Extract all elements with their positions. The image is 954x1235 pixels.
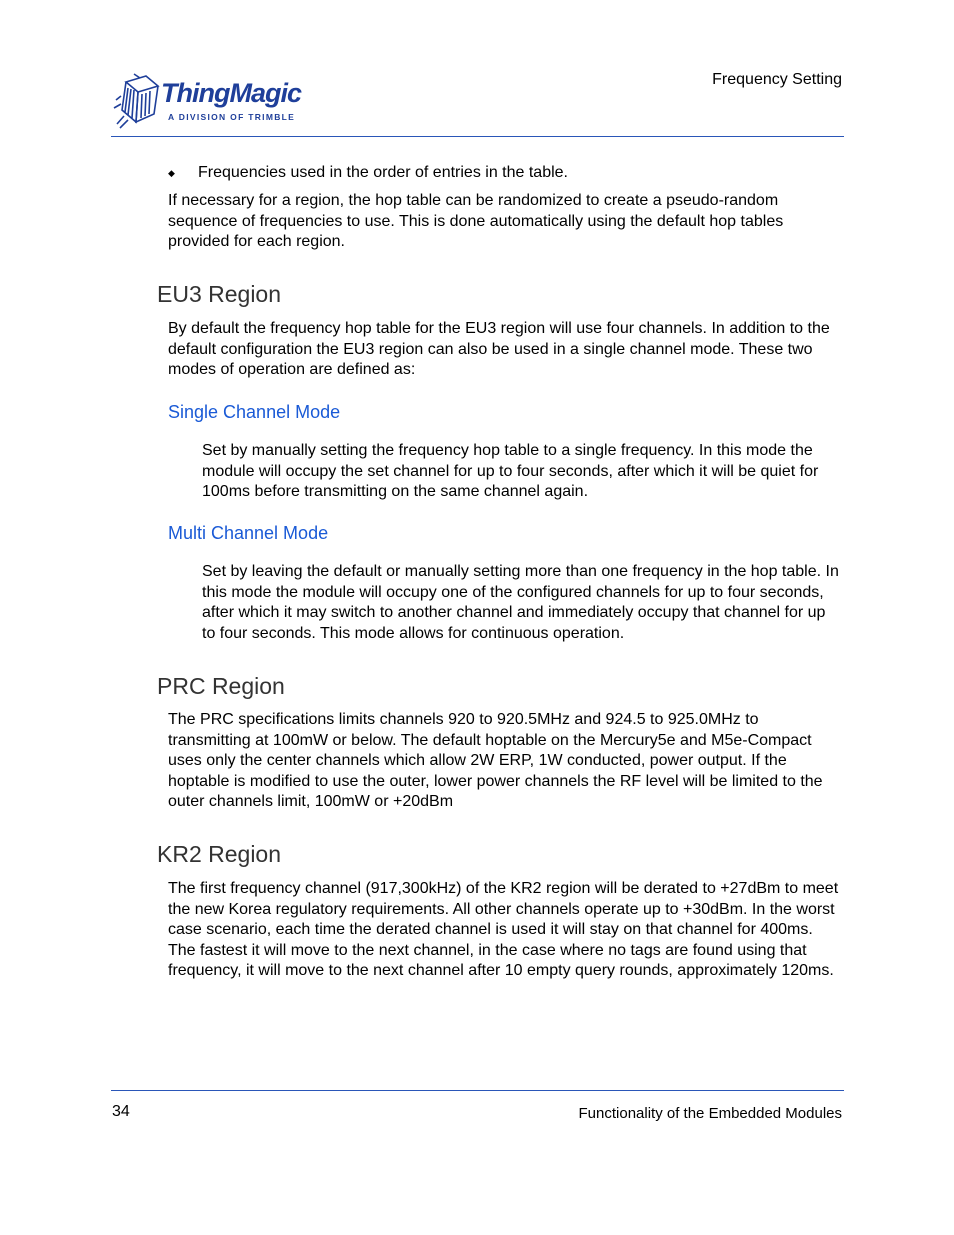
eu3-heading: EU3 Region [157, 281, 282, 307]
kr2-heading: KR2 Region [157, 841, 282, 867]
page-number: 34 [112, 1103, 130, 1120]
bullet-text: Frequencies used in the order of entries in the table. [198, 164, 568, 181]
footer-rule [111, 1090, 844, 1091]
logo-wordmark: ThingMagic [161, 78, 301, 108]
running-header: Frequency Setting [712, 71, 842, 88]
prc-heading: PRC Region [157, 673, 285, 699]
multi-channel-heading: Multi Channel Mode [168, 523, 329, 543]
thingmagic-cube-icon [112, 72, 162, 132]
multi-channel-paragraph: Set by leaving the default or manually setting more than one frequency in the hop table. In this mode the module will occupy one of the configured channels for up to four seconds, after which it may switch to another channel and immediately occupy that channel for up to four seconds. This mode allows for continuous operation. [202, 563, 839, 642]
prc-paragraph: The PRC specifications limits channels 920 to 920.5MHz and 924.5 to 925.0MHz to transmitting at 100mW or below. The default hoptable on the Mercury5e and M5e-Compact uses only the center channels which allow 2W ERP, 1W conducted, power output. If the hoptable is modified to use the outer, lower power channels the RF level will be limited to the outer channels limit, 100mW or +20dBm [168, 711, 823, 810]
diamond-bullet-icon: ◆ [168, 168, 175, 178]
thingmagic-logo [112, 72, 312, 132]
single-channel-paragraph: Set by manually setting the frequency hop table to a single frequency. In this mode the module will occupy the set channel for up to four seconds, after which it will be quiet for 100ms before transmitting on the same channel again. [202, 442, 819, 500]
logo-tagline: A DIVISION OF TRIMBLE [168, 112, 296, 122]
header-rule [111, 136, 844, 137]
intro-paragraph: If necessary for a region, the hop table can be randomized to create a pseudo-random sequence of frequencies to use. This is done automatically using the default hop tables provided for each region. [168, 192, 784, 250]
running-footer: Functionality of the Embedded Modules [578, 1105, 842, 1122]
kr2-paragraph: The first frequency channel (917,300kHz) of the KR2 region will be derated to +27dBm to meet the new Korea regulatory requirements. All other channels operate up to +30dBm. In the worst case scenario, each time the derated channel is used it will stay on that channel for 400ms. The fastest it will move to the next channel, in the case where no tags are found using that frequency, it will move to the next channel after 10 empty query rounds, approximately 120ms. [168, 880, 839, 979]
eu3-paragraph: By default the frequency hop table for the EU3 region will use four channels. In addition to the default configuration the EU3 region can also be used in a single channel mode. These two modes of operation are defined as: [168, 320, 830, 378]
single-channel-heading: Single Channel Mode [168, 402, 341, 422]
